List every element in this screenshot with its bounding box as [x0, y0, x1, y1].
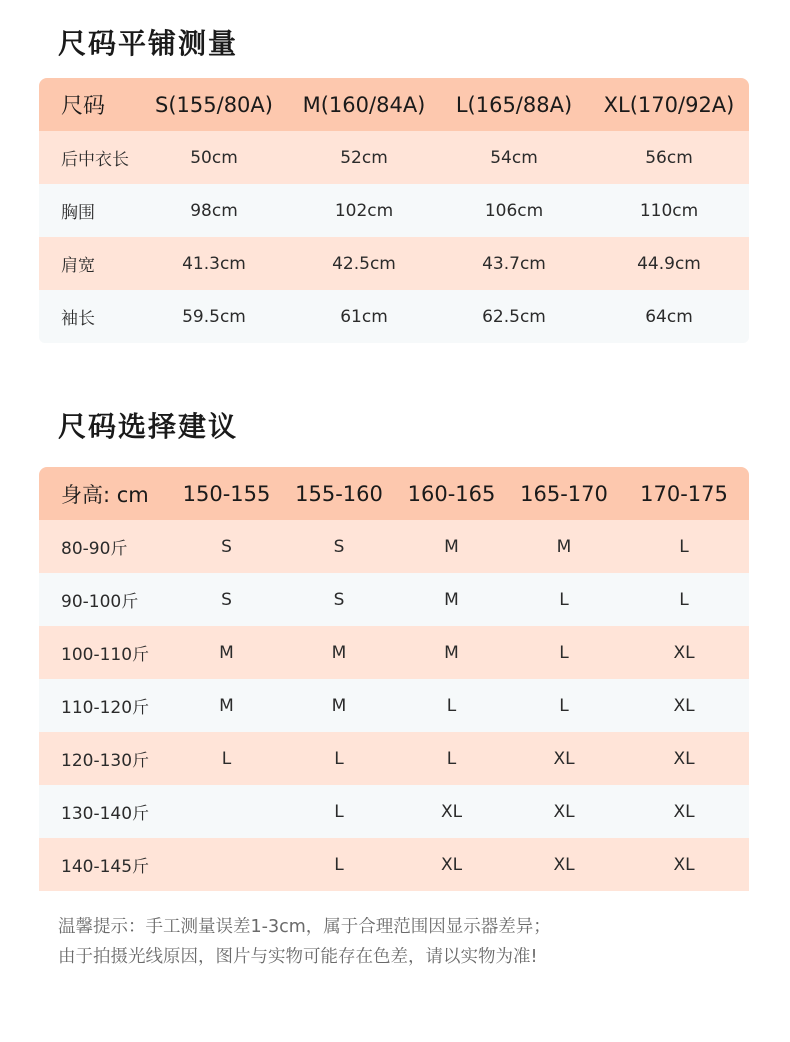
table-cell: 110cm: [639, 200, 699, 221]
header-cell: 尺码: [61, 94, 106, 119]
table-row: [39, 679, 749, 732]
table-cell: S: [221, 589, 232, 610]
measure-table-header: [39, 78, 749, 131]
header-cell: 身高: cm: [61, 482, 149, 507]
row-label: 胸围: [61, 203, 95, 223]
measure-section-title: 尺码平铺测量: [58, 27, 239, 60]
table-cell: XL: [673, 748, 695, 769]
table-cell: L: [334, 801, 344, 822]
table-cell: XL: [553, 801, 575, 822]
table-cell: L: [334, 854, 344, 875]
suggest-table-header: [39, 467, 749, 520]
table-cell: 54cm: [490, 147, 538, 168]
table-row: [39, 838, 749, 891]
table-cell: 52cm: [340, 147, 388, 168]
header-cell: XL(170/92A): [603, 92, 735, 117]
header-cell: S(155/80A): [155, 92, 273, 117]
table-cell: XL: [673, 801, 695, 822]
table-cell: 61cm: [340, 306, 388, 327]
table-cell: M: [331, 642, 347, 663]
header-cell: 150-155: [182, 481, 271, 506]
table-row: [39, 732, 749, 785]
table-cell: XL: [553, 748, 575, 769]
table-cell: 43.7cm: [482, 253, 546, 274]
table-row: [39, 184, 749, 237]
table-row: [39, 573, 749, 626]
table-cell: 44.9cm: [637, 253, 701, 274]
row-label: 100-110斤: [61, 645, 150, 665]
row-label: 140-145斤: [61, 857, 150, 877]
header-cell: 170-175: [640, 481, 728, 506]
table-cell: 64cm: [645, 306, 693, 327]
table-cell: 62.5cm: [482, 306, 546, 327]
table-cell: XL: [673, 642, 695, 663]
table-cell: M: [444, 642, 459, 663]
table-cell: XL: [673, 854, 695, 875]
header-cell: L(165/88A): [455, 92, 573, 117]
table-cell: M: [219, 695, 234, 716]
header-cell: M(160/84A): [302, 92, 426, 117]
table-cell: L: [559, 695, 569, 716]
table-cell: XL: [440, 854, 463, 875]
row-label: 80-90斤: [61, 539, 128, 559]
table-cell: L: [559, 589, 569, 610]
table-cell: 98cm: [190, 200, 238, 221]
row-label: 110-120斤: [61, 698, 150, 718]
row-label: 后中衣长: [61, 150, 129, 170]
tips-note: [58, 912, 758, 972]
table-cell: S: [333, 589, 345, 610]
table-cell: 102cm: [334, 200, 394, 221]
row-label: 130-140斤: [61, 804, 150, 824]
table-cell: S: [333, 536, 345, 557]
table-cell: M: [219, 642, 234, 663]
table-cell: L: [446, 748, 457, 769]
table-row: [39, 237, 749, 290]
table-cell: 41.3cm: [182, 253, 246, 274]
table-cell: XL: [440, 801, 463, 822]
table-cell: L: [446, 695, 457, 716]
table-cell: L: [559, 642, 569, 663]
table-cell: M: [556, 536, 572, 557]
table-row: [39, 290, 749, 343]
tips-line-2: 由于拍摄光线原因，图片与实物可能存在色差，请以实物为准!: [58, 947, 538, 967]
table-row: [39, 131, 749, 184]
header-cell: 160-165: [407, 481, 496, 506]
table-row: [39, 626, 749, 679]
suggest-table: [39, 467, 749, 891]
header-cell: 155-160: [295, 481, 383, 506]
table-cell: XL: [673, 695, 695, 716]
measure-table: [39, 78, 749, 343]
table-cell: 56cm: [645, 147, 693, 168]
row-label: 90-100斤: [61, 592, 139, 612]
row-label: 120-130斤: [61, 751, 150, 771]
table-cell: L: [679, 536, 689, 557]
table-cell: S: [221, 536, 232, 557]
suggest-section-title: 尺码选择建议: [58, 410, 239, 443]
table-cell: 59.5cm: [182, 306, 246, 327]
header-cell: 165-170: [520, 481, 608, 506]
table-cell: M: [444, 589, 459, 610]
table-cell: M: [444, 536, 459, 557]
table-cell: L: [221, 748, 232, 769]
table-row: [39, 785, 749, 838]
table-cell: L: [679, 589, 689, 610]
table-cell: M: [331, 695, 347, 716]
row-label: 袖长: [61, 309, 95, 329]
table-row: [39, 520, 749, 573]
tips-line-1: 温馨提示：手工测量误差1-3cm，属于合理范围因显示器差异；: [58, 917, 551, 937]
table-cell: L: [334, 748, 344, 769]
row-label: 肩宽: [61, 256, 95, 276]
table-cell: 106cm: [484, 200, 544, 221]
table-cell: 42.5cm: [332, 253, 396, 274]
table-cell: 50cm: [190, 147, 238, 168]
table-cell: XL: [553, 854, 575, 875]
